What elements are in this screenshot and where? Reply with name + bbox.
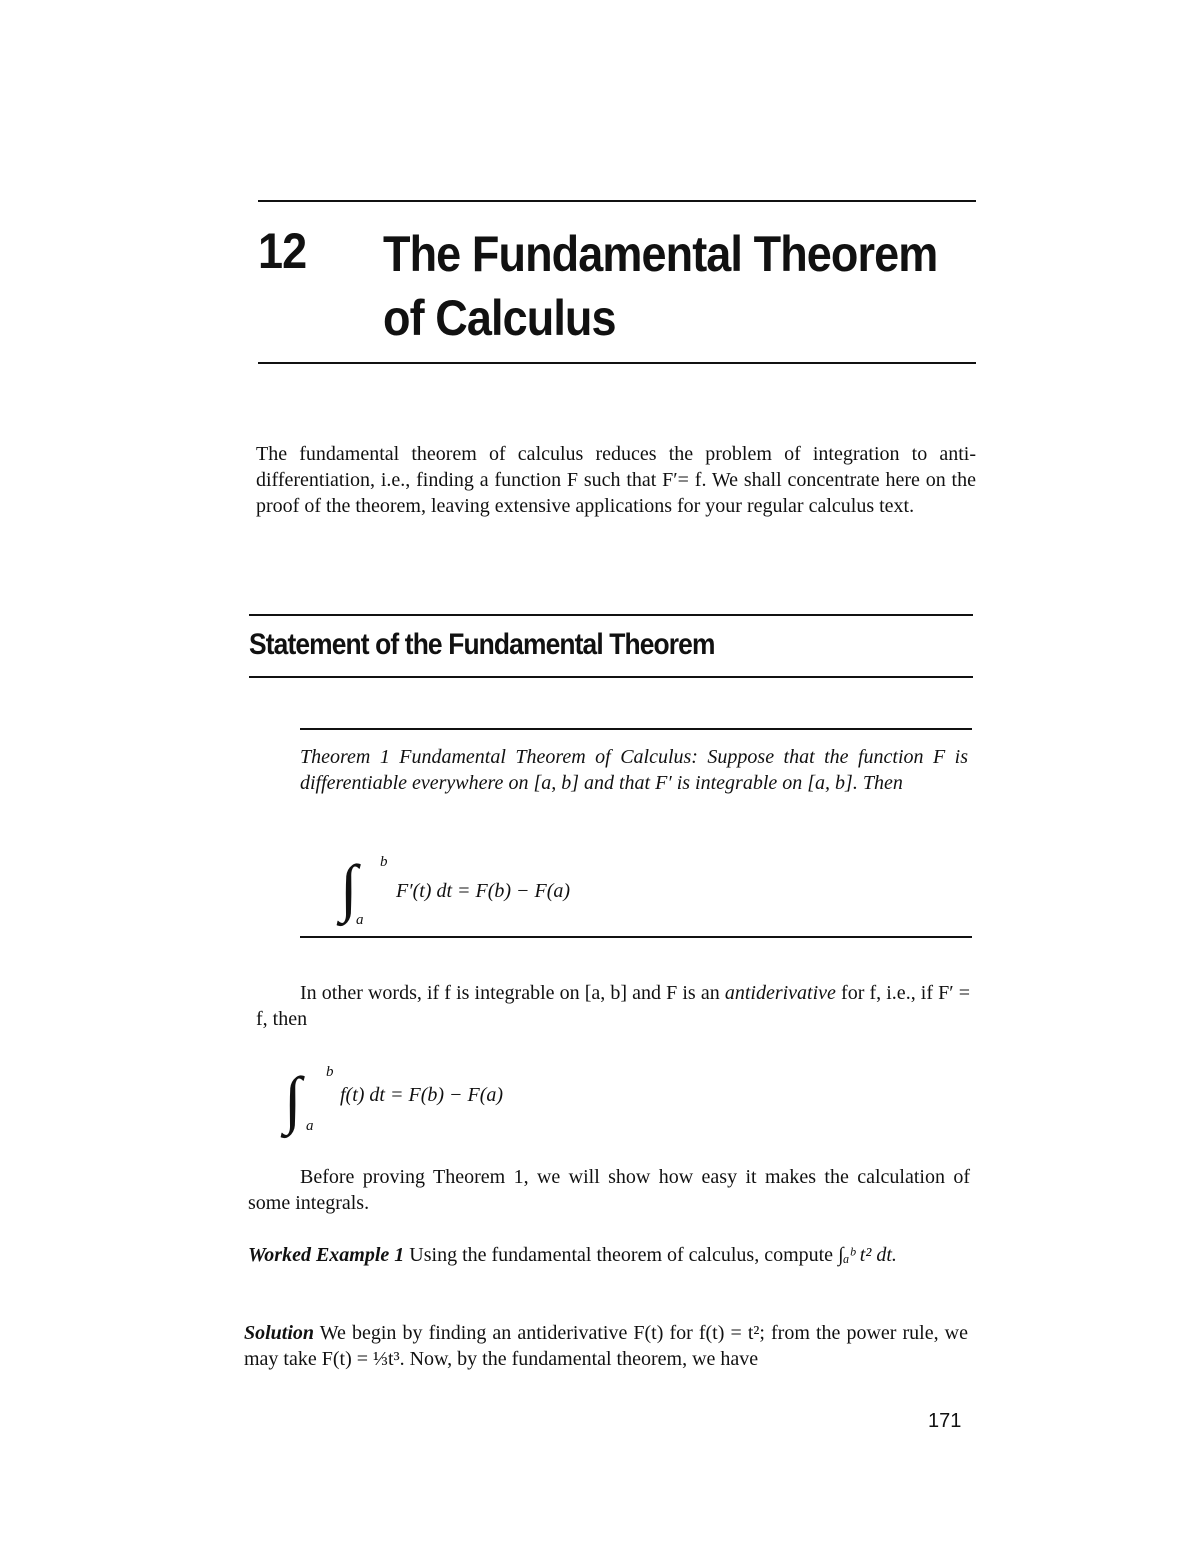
other-words-text1: In other words, if f is integrable on [a, b] and F is an <box>300 982 720 1004</box>
theorem-bottom-rule <box>300 936 972 938</box>
chapter-top-rule <box>258 200 976 202</box>
section-heading: Statement of the Fundamental Theorem <box>249 628 715 661</box>
other-words-paragraph <box>256 980 970 1032</box>
other-words-formula: f(t) dt = F(b) − F(a) <box>340 1084 504 1106</box>
page-number: 171 <box>928 1410 962 1432</box>
theorem-integral <box>340 852 740 932</box>
other-words-integral <box>284 1064 684 1144</box>
solution-label: Solution <box>244 1322 315 1344</box>
theorem-lower-limit: a <box>356 912 364 928</box>
integral-sign-icon-2: ∫ <box>284 1064 302 1135</box>
chapter-title-line1: The Fundamental Theorem <box>383 226 938 282</box>
other-words-emph: antiderivative <box>724 982 836 1004</box>
other-words-text2: for f, i.e., if F′ = f, then <box>256 982 971 1030</box>
other-words-lower-limit: a <box>306 1118 314 1134</box>
theorem-text: Suppose that the function F is differentiable everywhere on [a, b] and that F′ is integrable on [a, b]. Then <box>300 746 968 794</box>
chapter-title <box>383 222 937 350</box>
other-words-upper-limit: b <box>326 1064 334 1080</box>
worked-example-integral: ∫ₐᵇ t² dt. <box>838 1244 897 1266</box>
chapter-number: 12 <box>258 223 307 279</box>
chapter-title-line2: of Calculus <box>383 290 616 346</box>
worked-example-label: Worked Example 1 <box>248 1244 405 1266</box>
solution-text: We begin by finding an antiderivative F(t) for f(t) = t²; from the power rule, we may take F(t) = ⅓t³. Now, by the fundamental theorem, we have <box>244 1322 969 1370</box>
theorem-label: Theorem 1 Fundamental Theorem of Calculus: <box>300 746 698 768</box>
worked-example <box>248 1242 968 1268</box>
integral-sign-icon: ∫ <box>340 852 358 923</box>
theorem-top-rule <box>300 728 972 730</box>
theorem-statement <box>300 744 968 796</box>
theorem-upper-limit: b <box>380 854 388 870</box>
chapter-bottom-rule <box>258 362 976 364</box>
worked-example-text: Using the fundamental theorem of calculus, compute <box>409 1244 834 1266</box>
theorem-formula: F′(t) dt = F(b) − F(a) <box>396 880 571 902</box>
section-top-rule <box>249 614 973 616</box>
intro-paragraph: The fundamental theorem of calculus reduces the problem of integration to anti-differentiation, i.e., finding a function F such that F′= f. We shall concentrate here on the proof of the theorem, leaving extensive applications for your regular calculus text. <box>256 443 976 517</box>
section-bottom-rule <box>249 676 973 678</box>
solution-paragraph <box>244 1320 968 1372</box>
before-proving-paragraph: Before proving Theorem 1, we will show how easy it makes the calculation of some integrals. <box>248 1166 970 1214</box>
